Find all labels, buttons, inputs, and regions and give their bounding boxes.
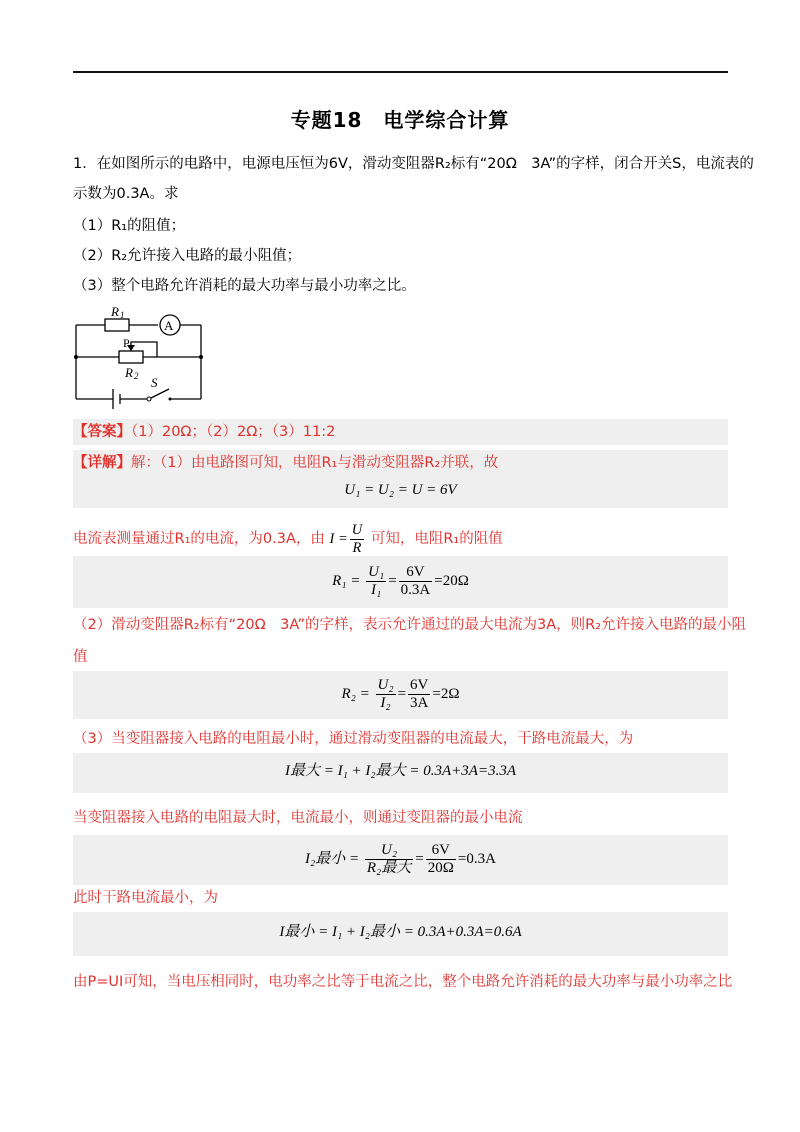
- detail-p5: 当变阻器接入电路的电阻最大时，电流最小，则通过变阻器的最小电流: [73, 810, 523, 826]
- detail-box-1: [73, 450, 728, 508]
- equation-5: I₂最小 = $\frac{\text{U₂}}{\text{R₂最大}}$ = $\frac{6V}{20\Omega}$ =0.3A: [305, 842, 496, 876]
- label-s: S: [151, 375, 158, 390]
- circuit-diagram: [73, 305, 213, 411]
- sub-question-3: （3）整个电路允许消耗的最大功率与最小功率之比。: [73, 278, 416, 294]
- equation-box-2: [73, 556, 728, 608]
- equation-2: R₁ = $\frac{\text{U₁}}{\text{I₁}}$ = $\frac{6V}{0.3A}$ =20Ω: [332, 564, 469, 598]
- equation-box-3: [73, 671, 728, 719]
- question-line-1: 1．在如图所示的电路中，电源电压恒为6V，滑动变阻器R₂标有“20Ω 3A”的字样，闭合开关S，电流表的: [73, 156, 754, 172]
- question-line-2: 示数为0.3A。求: [73, 186, 179, 202]
- label-r2: R: [125, 365, 133, 380]
- detail-p7: 由P=UI可知，当电压相同时，电功率之比等于电流之比，整个电路允许消耗的最大功率与最小功率之比: [73, 974, 733, 990]
- equation-box-6: [73, 912, 728, 956]
- answer-text: （1）20Ω；（2）2Ω；（3）11:2: [131, 424, 336, 440]
- header-rule: [73, 71, 728, 73]
- detail-p6: 此时干路电流最小，为: [73, 890, 218, 906]
- detail-p3-line2: 值: [73, 649, 88, 665]
- answer-box: [73, 419, 728, 445]
- equation-4: I最大 = I₁ + I₂最大 = 0.3A+3A=3.3A: [284, 763, 516, 779]
- equation-box-4: [73, 753, 728, 793]
- label-r2-sub: 2: [134, 371, 139, 381]
- sub-question-1: （1）R₁的阻值；: [73, 218, 186, 234]
- detail-p2: 电流表测量通过R₁的电流，为0.3A，由 I = $\frac{U}{R}$ 可知，电阻R₁的阻值: [73, 522, 503, 556]
- detail-label: 【详解】: [73, 455, 131, 471]
- page-title: 专题18 电学综合计算: [290, 108, 510, 132]
- ohm-law-formula: I = $\frac{U}{R}$: [329, 522, 363, 556]
- equation-1: U₁ = U₂ = U = 6V: [344, 482, 457, 498]
- label-r1: R: [111, 305, 119, 319]
- sub-question-2: （2）R₂允许接入电路的最小阻值；: [73, 248, 302, 264]
- detail-p3-line1: （2）滑动变阻器R₂标有“20Ω 3A”的字样，表示允许通过的最大电流为3A，则R₂允许接入电路的最小阻: [73, 617, 747, 633]
- answer-label: 【答案】: [73, 424, 131, 440]
- label-r1-sub: 1: [120, 310, 125, 320]
- label-p: P: [123, 336, 130, 350]
- equation-6: I最小 = I₁ + I₂最小 = 0.3A+0.3A=0.6A: [279, 924, 522, 940]
- detail-p4: （3）当变阻器接入电路的电阻最小时，通过滑动变阻器的电流最大，干路电流最大，为: [73, 731, 634, 747]
- equation-3: R₂ = $\frac{\text{U₂}}{\text{I₂}}$ = $\frac{6V}{3A}$ =2Ω: [341, 677, 460, 711]
- detail-p1: 解：（1）由电路图可知，电阻R₁与滑动变阻器R₂并联，故: [131, 455, 499, 471]
- ammeter-label: A: [164, 318, 174, 333]
- equation-box-5: [73, 835, 728, 885]
